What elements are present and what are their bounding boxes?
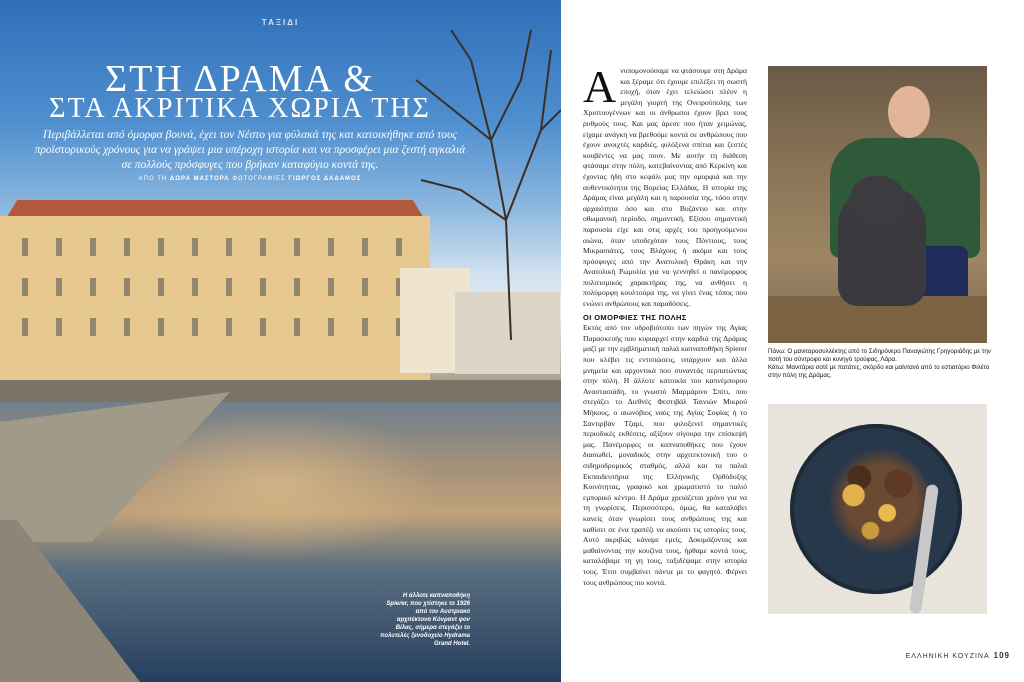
- paragraph-2: Εκτός από τον υδροβιότοπο των πηγών της Αγίας Παρασκευής που κυριαρχεί στην καρδιά της Δράμας μαζί με την εμβληματική παλιά καπναποθήκη Spierer που κλέβει τις εντυπώσεις, υπάρχουν και άλλα μνημεία και αρχοντικά που συναντάς περπατώντας στην πόλη. Η άλλοτε κατοικία του καπνέμπορου Αναστασιάδη, το γνωστό Μαρμάρινο Σπίτι, που στεγάζει το Διεθνές Φεστιβάλ Ταινιών Μικρού Μήκους, ο αιωνόβιος ναός της Αγίας Σοφίας ή το Σαντιρβάν Τζαμί, που φιλοξενεί σημαντικές περιοδικές εκθέσεις, αξίζουν σίγουρα την επίσκεψή μας. Πανέμορφες οι καπναποθήκες που έχουν διασωθεί, μοναδικός στην αρχιτεκτονική του ο σιδηροδρομικός σταθμός, αλλά και τα παλιά Εκπαιδευτήρια της Ελληνικής Ορθόδοξης Κοινότητας, γραφικό και χρωματιστό το παλιό εμπορικό κέντρο. Η Δράμα χρειάζεται χρόνο για να τη γνωρίσεις. Περισσότερο, όμως, θα καταλάβει κανείς όταν γνωρίσει τους ανθρώπους της και καθίσει σε ένα τραπέζι να ακούσει τις ιστορίες τους. Αυτό ακριβώς κάναμε εμείς. Δοκιμάζοντας και μαθαίνοντας την κουζίνα τους, ήρθαμε κοντά τους, καταλάβαμε τη γη τους, ταξιδέψαμε στην ιστορία τους. Έτσι συμβαίνει πάντα με το φαγητό. Φέρνει τους ανθρώπους πιο κοντά.: [583, 323, 747, 587]
- page-number: 109: [993, 651, 1010, 660]
- sauteed-mushrooms: [820, 448, 932, 566]
- magazine-name: ΕΛΛΗΝΙΚΗ ΚΟΥΖΙΝΑ: [905, 653, 990, 660]
- credits: [60, 176, 440, 182]
- article-body: [583, 61, 747, 588]
- title-line-1: ΣΤΗ ΔΡΑΜΑ &: [105, 58, 375, 100]
- page-footer: [906, 651, 1010, 660]
- deck-intro: Περιβάλλεται από όμορφα βουνά, έχει τον Νέστο για φύλακά της και κατοικήθηκε από τους προϊστορικούς χρόνους για να γράψει μια υπέροχη ιστορία και να προσφέρει μια ζεστή αγκαλιά σε πολλούς πρόσφυγες που βρήκαν καταφύγιο κοντά της.: [34, 129, 466, 171]
- right-page: [561, 0, 1024, 682]
- paragraph-1-text: νυπομονούσαμε να φτάσουμε στη Δράμα και ξέραμε ότι έχουμε επιλέξει τη σωστή εποχή, όταν έχει τελειώσει πλέον η μεγάλη γιορτή της Ονειρούπολης των Χριστουγέννων και οι άνθρωποι έχουν βρει τους ρυθμούς τους. Και μας άρεσε που ήταν χειμώνας, είχαμε ανάγκη να βρεθούμε κοντά σε ανθρώπους που έχουν ανοιχτές καρδιές, φιλόξενα σπίτια και ζεστές κουβέντες να μας πουν. Με αυτήν τη διάθεση φτάσαμε στην πόλη, κατεβαίνοντας από Κερκίνη και έχοντας ήδη στο κεφάλι μας την ομορφιά και την αυθεντικότητα της Βορείας Ελλάδας. Η ιστορία της Δράμας είναι μεγάλη και η παρουσία της, τόσο στην αρχαιότητα όσο και στο Βυζάντιο και στην οθωμανική περίοδο, σημαντική. Εξίσου σημαντική παρουσία είχε και στις αρχές του προηγούμενου αιώνα, όταν υποδεχόταν τους Πόντιους, τους Μικρασιάτες, τους Βλάχους ή ακόμα και τους πρόσφυγες από την Ανατολική Θράκη και την Ανατολική Ρωμυλία για να γεννηθεί ο πανέμορφος πολιτισμικός χαρακτήρας της, να ανθήσει η πολύμορφη κουλτούρα της, να γίνει ένας τόπος που ενώνει ανθρώπους και παραδόσεις.: [583, 66, 747, 309]
- mushroom-hunter-photo: [768, 66, 987, 343]
- dog-head: [850, 176, 905, 226]
- man-head: [888, 86, 930, 138]
- mushroom-dish-photo: [768, 404, 987, 614]
- caption-top: Πάνω: Ο μανιταροσυλλέκτης από το Σιδηρόνερο Παναγιώτης Γρηγοριάδης με την ποτή του σύντροφο και κυνηγό τρούφας, Λάρα.: [768, 348, 991, 363]
- building-windows: [8, 238, 418, 358]
- photo-caption: Η άλλοτε καπναποθήκη Spierer, που χτίστηκε το 1926 από τον Αυστριακό αρχιτέκτονα Κόνραντ φον Βίλας, σήμερα στεγάζει το πολυτελές ξενοδοχείο Hydrama Grand Hotel.: [380, 593, 470, 647]
- credits-photographer: ΓΙΩΡΓΟΣ ΔΑΔΑΜΟΣ: [288, 176, 362, 182]
- paragraph-1: [583, 61, 747, 310]
- credits-by: ΑΠΟ ΤΗ: [138, 176, 168, 182]
- section-label: ΤΑΞΙΔΙ: [261, 18, 300, 27]
- quay: [0, 380, 561, 402]
- dropcap: Α: [583, 61, 617, 112]
- credits-author: ΔΩΡΑ ΜΑΣΤΟΡΑ: [169, 176, 230, 182]
- subheading: ΟΙ ΟΜΟΡΦΙΕΣ ΤΗΣ ΠΟΛΗΣ: [583, 312, 687, 322]
- photo-captions: [768, 348, 993, 380]
- credits-photos: ΦΩΤΟΓΡΑΦΙΕΣ: [232, 176, 286, 182]
- caption-bottom: Κάτω: Μανιτάρια σοτέ με πατάτες, σκόρδο και μαϊντανό από το εστιατόριο Φιλέτο στην πόλη της Δράμας.: [768, 364, 990, 379]
- title-line-2: ΣΤΑ ΑΚΡΙΤΙΚΑ ΧΩΡΙΑ ΤΗΣ: [49, 93, 431, 124]
